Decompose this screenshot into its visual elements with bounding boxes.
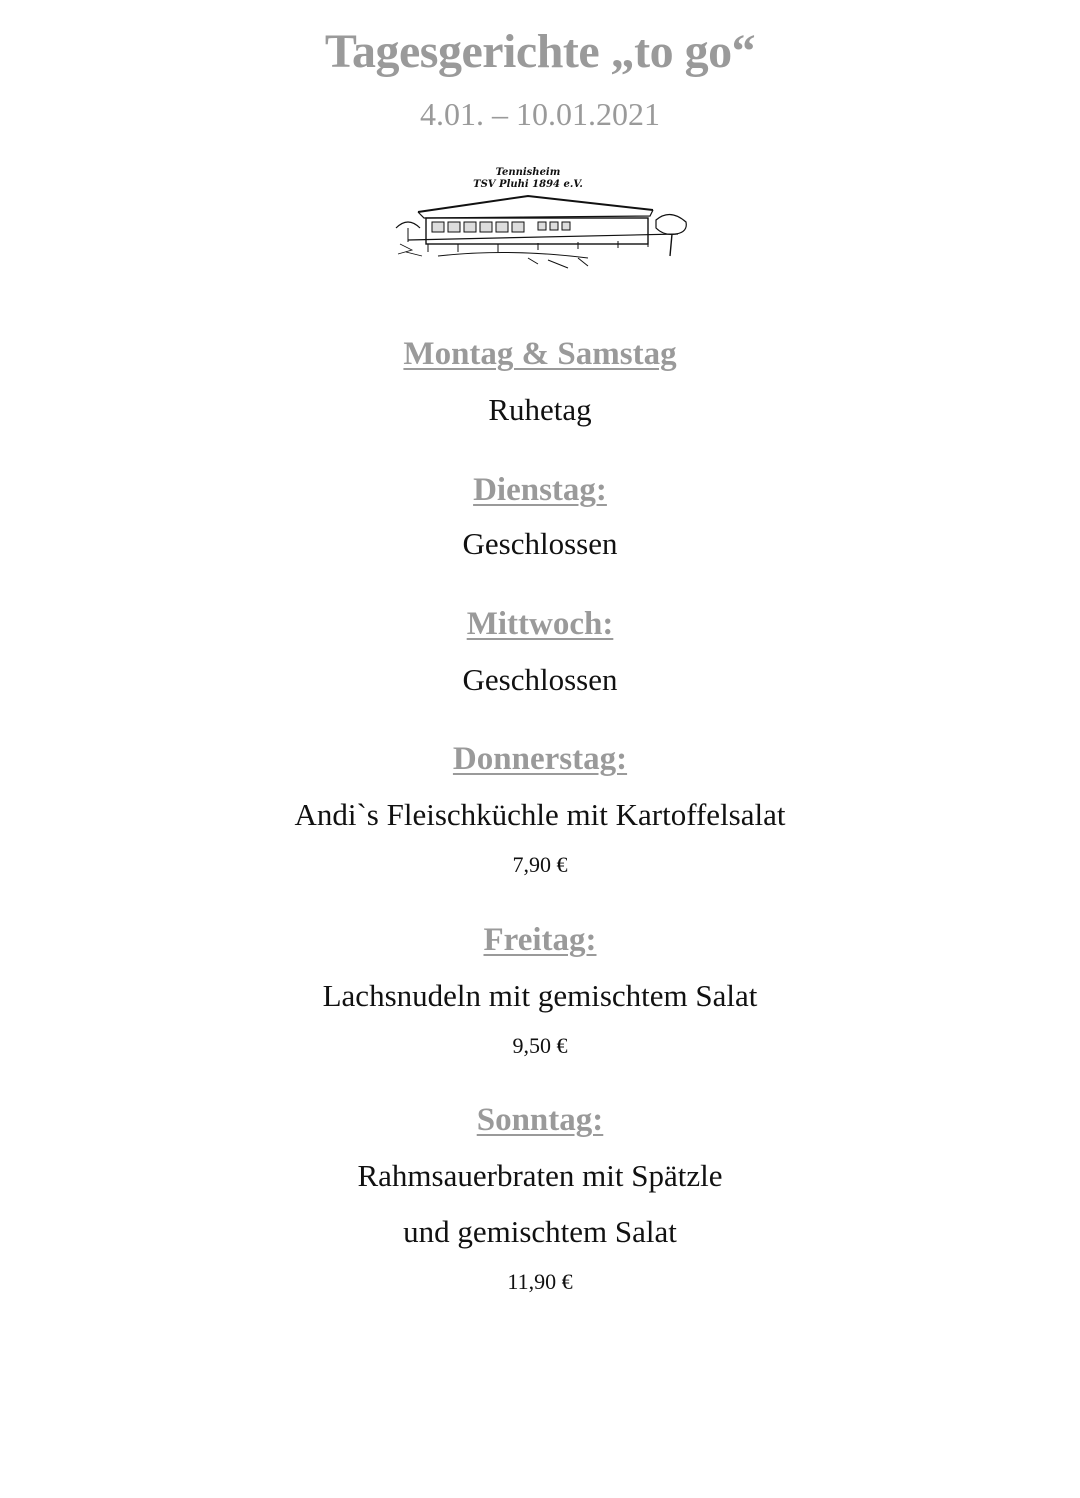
day-heading: Montag & Samstag — [403, 336, 677, 372]
logo-text-line1: Tennisheim — [495, 167, 561, 178]
dish-line: Rahmsauerbraten mit Spätzle — [357, 1158, 723, 1193]
date-range: 4.01. – 10.01.2021 — [420, 96, 660, 132]
dish-line: Geschlossen — [462, 526, 618, 561]
day-section-dienstag — [0, 470, 1080, 572]
logo-text-line2: TSV Pluhi 1894 e.V. — [473, 179, 583, 190]
day-section-freitag — [0, 920, 1080, 1068]
day-heading: Donnerstag: — [452, 741, 628, 777]
day-heading: Dienstag: — [473, 472, 607, 508]
day-heading: Freitag: — [483, 922, 597, 958]
dish-line: Geschlossen — [462, 662, 618, 697]
dish-line: Lachsnudeln mit gemischtem Salat — [322, 978, 758, 1013]
day-section-donnerstag — [0, 739, 1080, 887]
day-section-montag-samstag — [0, 334, 1080, 438]
price: 7,90 € — [512, 852, 568, 877]
dish-line: Andi`s Fleischküchle mit Kartoffelsalat — [294, 797, 786, 832]
day-section-mittwoch — [0, 604, 1080, 708]
day-heading: Sonntag: — [476, 1102, 604, 1138]
day-section-sonntag — [0, 1100, 1080, 1304]
page-title: Tagesgerichte „to go“ — [324, 25, 756, 78]
clubhouse-logo — [388, 160, 694, 272]
day-heading: Mittwoch: — [466, 606, 614, 642]
price: 11,90 € — [507, 1269, 573, 1294]
dish-line: Ruhetag — [488, 392, 592, 427]
dish-line: und gemischtem Salat — [403, 1214, 677, 1249]
price: 9,50 € — [512, 1033, 568, 1058]
